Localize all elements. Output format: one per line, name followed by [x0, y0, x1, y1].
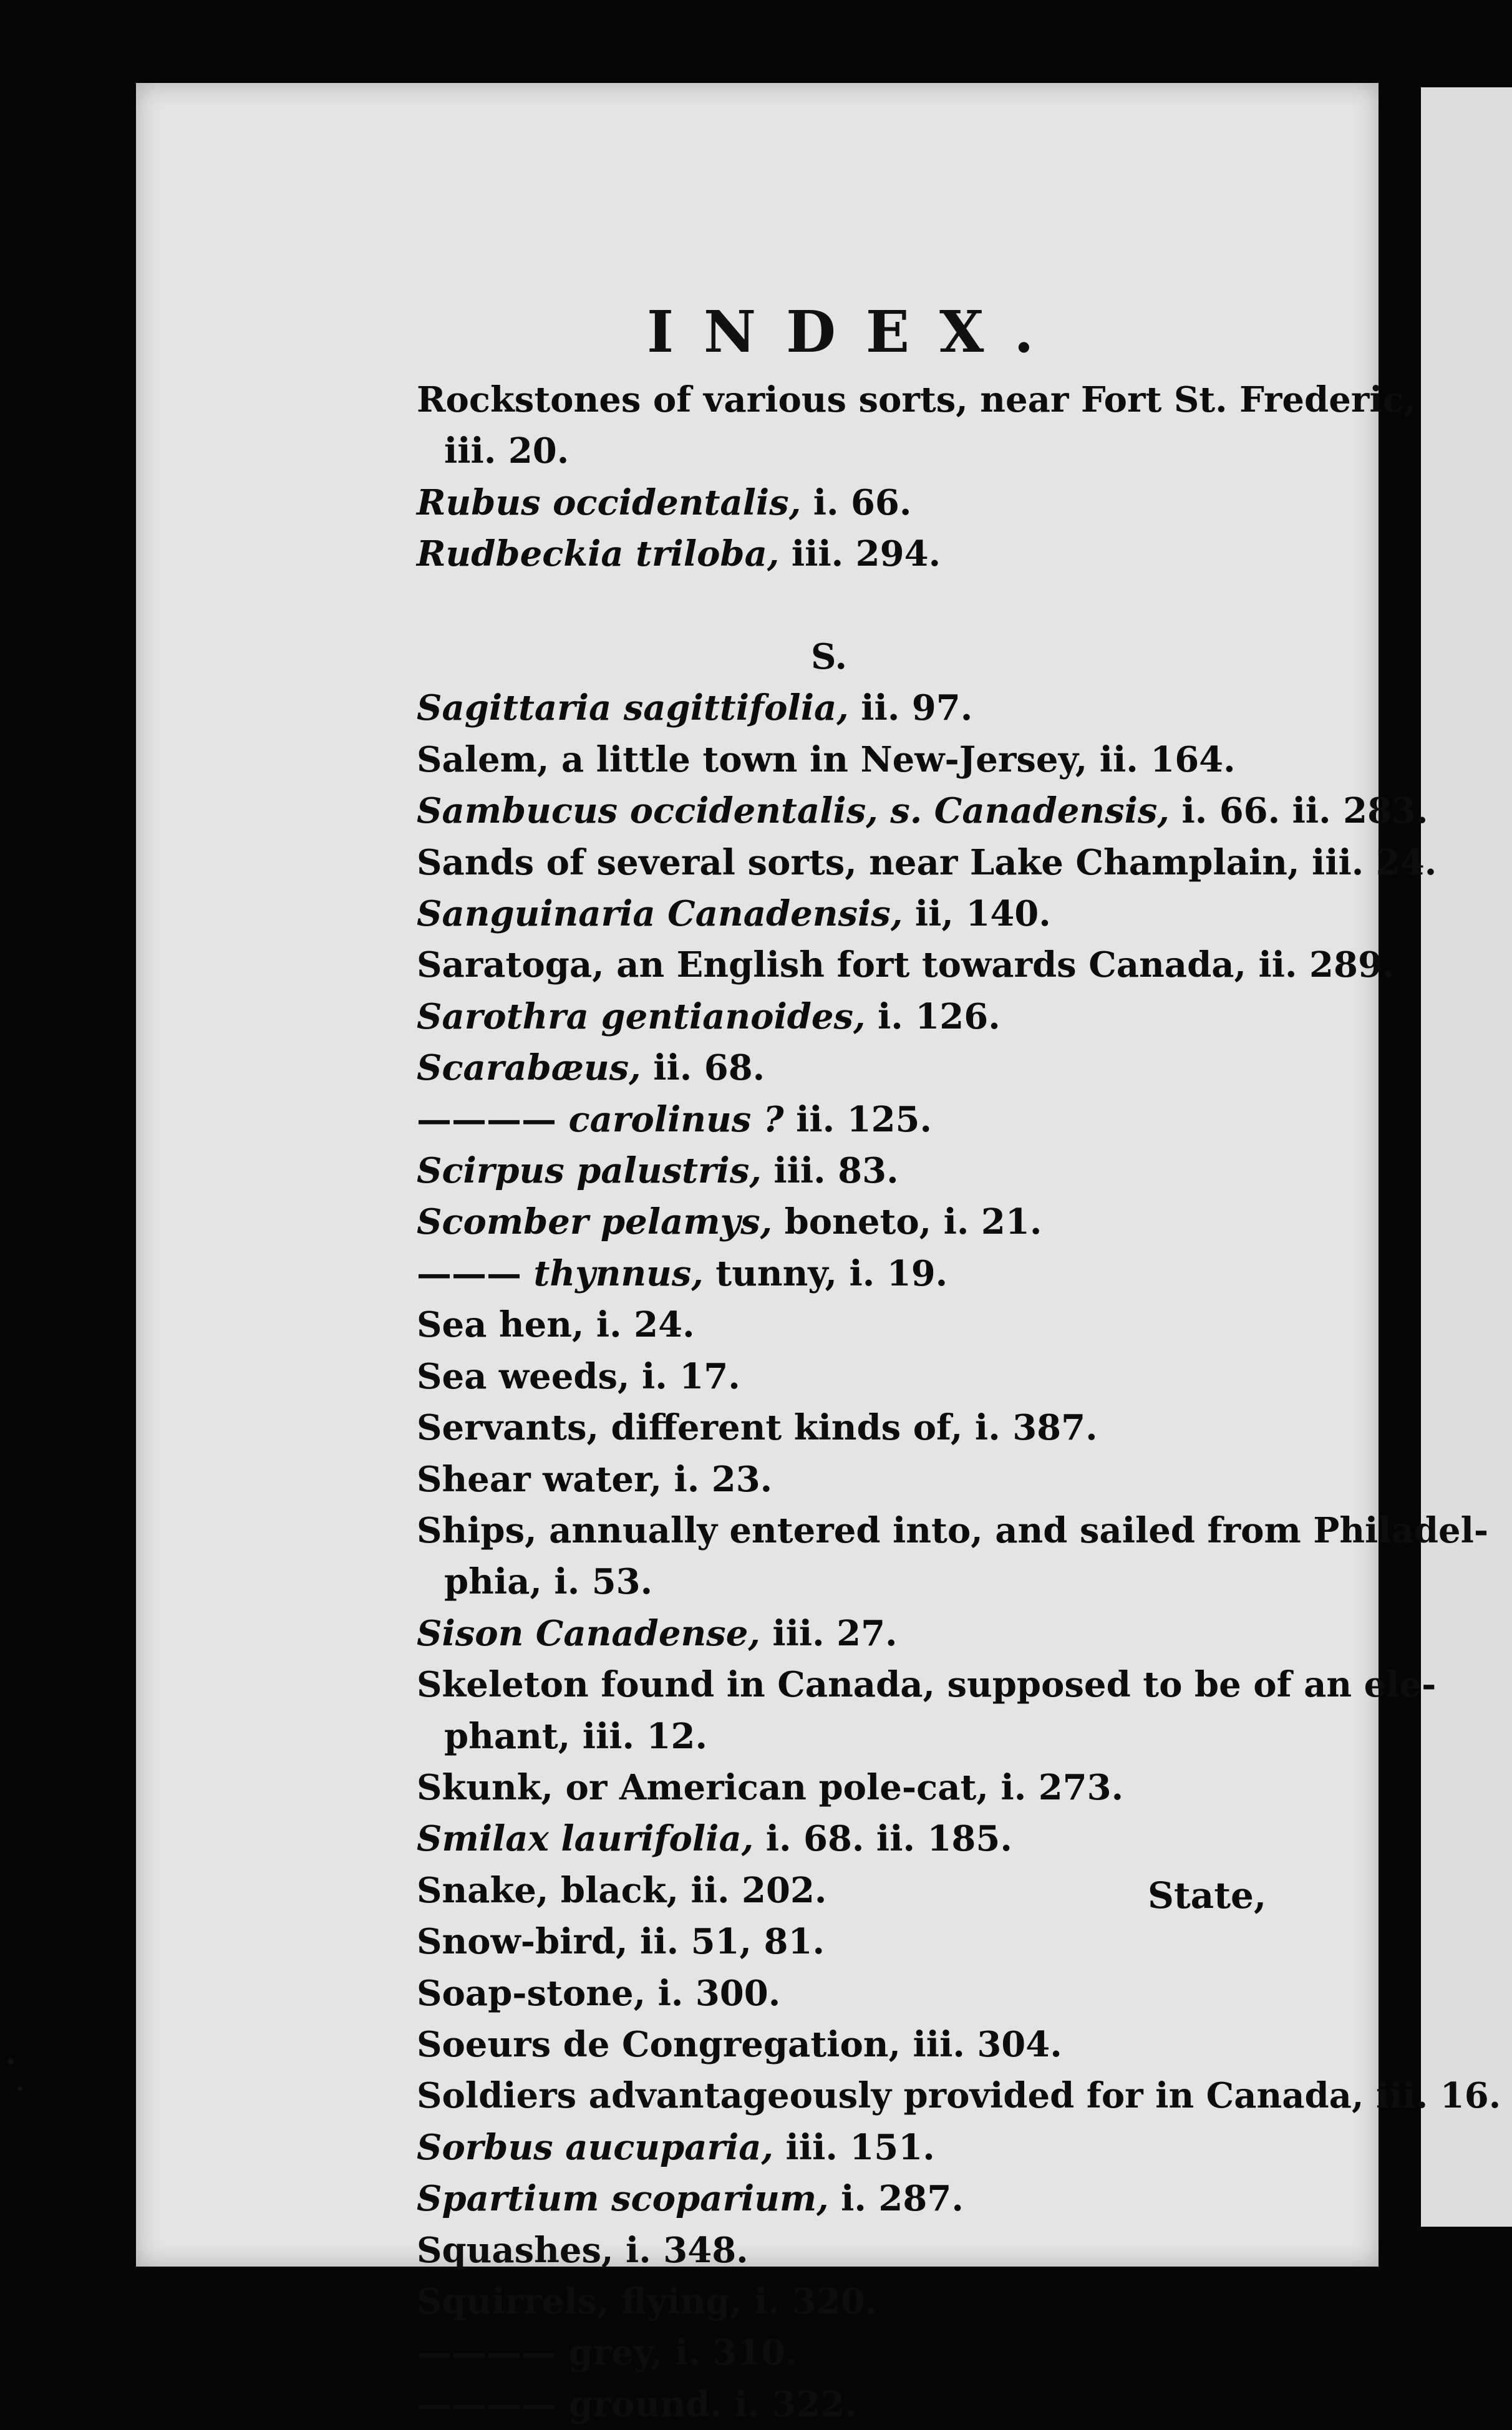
entry-term: Squirrels, flying,	[417, 2281, 742, 2323]
entry-reference: ii. 97.	[861, 687, 973, 729]
index-entry	[417, 2019, 1246, 2070]
entry-reference: i. 126.	[878, 995, 1001, 1037]
index-entry	[417, 1865, 1246, 1916]
ditto-dash: ————	[417, 2383, 556, 2425]
entry-term: Snake, black,	[417, 1869, 679, 1911]
entry-reference: ii. 164.	[1099, 738, 1236, 780]
entry-term: Scirpus palustris,	[417, 1150, 762, 1192]
index-entry	[417, 2225, 1246, 2276]
index-entry	[417, 477, 1246, 528]
index-entry-continuation	[417, 1556, 1246, 1607]
entry-term: Sarothra gentianoides,	[417, 995, 866, 1037]
scan-speck	[17, 2086, 22, 2091]
index-entry	[417, 991, 1246, 1042]
index-entry	[417, 2122, 1246, 2173]
entry-reference: i. 387.	[974, 1407, 1098, 1449]
entry-term: Snow-bird,	[417, 1921, 628, 1963]
entry-reference: i. 320.	[754, 2281, 878, 2323]
entry-reference: iii. 16.	[1375, 2075, 1501, 2117]
entry-term: carolinus ?	[568, 1098, 784, 1140]
index-entry	[417, 1916, 1246, 1967]
entry-reference: ii. 202.	[691, 1869, 827, 1911]
entry-term: Saratoga, an English fort towards Canada,	[417, 944, 1246, 986]
index-entry	[417, 888, 1246, 939]
index-entry-continuation	[417, 1711, 1246, 1762]
entry-reference: phant, iii. 12.	[444, 1715, 707, 1757]
entry-term: ground.	[568, 2383, 722, 2425]
index-entry	[417, 1505, 1489, 1556]
index-entry	[417, 2379, 1246, 2430]
index-entry	[417, 939, 1395, 990]
index-entry	[417, 528, 1246, 579]
entry-reference: i. 66. ii. 283.	[1181, 790, 1428, 832]
entry-reference: boneto, i. 21.	[784, 1201, 1042, 1243]
entry-term: Salem, a little town in New-Jersey,	[417, 738, 1088, 780]
entry-term: Sands of several sorts, near Lake Champlain,	[417, 841, 1300, 883]
index-entry	[417, 1762, 1246, 1813]
entry-term: Soldiers advantageously provided for in Canada,	[417, 2075, 1364, 2117]
scan-speck	[7, 2058, 14, 2065]
entry-term: Sagittaria sagittifolia,	[417, 687, 849, 729]
index-entry	[417, 1608, 1246, 1659]
index-entry	[417, 1659, 1437, 1710]
index-entry-continuation	[417, 425, 1246, 477]
entry-reference: iii. 304.	[913, 2023, 1062, 2065]
entry-term: Spartium scoparium,	[417, 2178, 829, 2220]
ditto-dash: ———	[417, 1252, 521, 1294]
index-entry	[417, 2173, 1246, 2224]
index-entry	[417, 1454, 1246, 1505]
entry-reference: ii, 140.	[914, 893, 1051, 935]
entry-term: Rudbeckia triloba,	[417, 533, 780, 575]
index-entry	[417, 1813, 1246, 1864]
entry-term: Sea hen,	[417, 1304, 584, 1346]
ditto-dash: ————	[417, 1098, 556, 1140]
index-entry	[417, 2070, 1501, 2121]
section-letter: S.	[811, 636, 847, 678]
entry-reference: iii. 27.	[772, 1612, 898, 1654]
entry-term: Smilax laurifolia,	[417, 1818, 754, 1860]
entry-term: Sea weeds,	[417, 1355, 630, 1397]
entry-reference: iii. 20.	[444, 430, 569, 472]
entry-reference: i. 66.	[813, 482, 912, 523]
entry-reference: phia, i. 53.	[444, 1561, 653, 1603]
index-entry	[417, 837, 1437, 888]
entry-term: Rockstones of various sorts, near Fort St. Frederic,	[417, 379, 1417, 420]
index-entry	[417, 1402, 1246, 1453]
entry-term: Skeleton found in Canada, supposed to be of an ele-	[417, 1664, 1437, 1706]
entry-term: grey,	[568, 2332, 663, 2374]
entry-term: Scomber pelamys,	[417, 1201, 773, 1243]
entry-reference: iii. 294.	[791, 533, 941, 575]
list-spacer	[417, 580, 1246, 631]
entry-reference: iii. 24.	[1311, 841, 1437, 883]
entry-reference: i. 68. ii. 185.	[765, 1818, 1012, 1860]
catchword: State,	[1148, 1874, 1267, 1917]
page-header: INDEX.	[647, 298, 1064, 365]
entry-reference: ii. 68.	[653, 1047, 765, 1089]
entry-reference: i. 287.	[841, 2178, 964, 2220]
entry-reference: ii. 51, 81.	[640, 1921, 825, 1963]
index-entry	[417, 374, 1417, 425]
index-entry	[417, 1299, 1246, 1350]
index-entry	[417, 682, 1246, 733]
index-entry	[417, 1042, 1246, 1093]
entry-term: Rubus occidentalis,	[417, 482, 802, 523]
index-entry	[417, 734, 1246, 785]
index-entry	[417, 1351, 1246, 1402]
entry-term: Squashes,	[417, 2229, 614, 2271]
entry-reference: i. 310.	[674, 2332, 798, 2374]
entry-term: Sanguinaria Canadensis,	[417, 893, 903, 935]
entry-term: Shear water,	[417, 1458, 662, 1500]
index-entry	[417, 2276, 1246, 2327]
index-entry-list	[417, 374, 1501, 2430]
adjacent-page-edge	[1421, 87, 1512, 2227]
entry-term: Soap-stone,	[417, 1972, 646, 2014]
ditto-dash: ————	[417, 2332, 556, 2374]
entry-reference: iii. 151.	[785, 2126, 935, 2168]
entry-term: Soeurs de Congregation,	[417, 2023, 901, 2065]
entry-reference: iii. 83.	[773, 1150, 899, 1192]
entry-term: Sorbus aucuparia,	[417, 2126, 774, 2168]
entry-term: Servants, different kinds of,	[417, 1407, 963, 1449]
entry-reference: i. 17.	[642, 1355, 740, 1397]
index-entry	[417, 1196, 1246, 1247]
entry-term: Sison Canadense,	[417, 1612, 760, 1654]
index-entry	[417, 2327, 1246, 2378]
entry-reference: i. 322.	[734, 2383, 857, 2425]
entry-reference: ii. 125.	[796, 1098, 932, 1140]
index-entry	[417, 1145, 1246, 1196]
entry-reference: i. 348.	[626, 2229, 749, 2271]
entry-reference: i. 300.	[657, 1972, 781, 2014]
entry-term: Scarabæus,	[417, 1047, 641, 1089]
entry-reference: ii. 289.	[1258, 944, 1395, 986]
entry-reference: i. 24.	[596, 1304, 695, 1346]
entry-reference: i. 273.	[1001, 1766, 1124, 1808]
index-entry	[417, 1968, 1246, 2019]
entry-reference: tunny, i. 19.	[715, 1252, 948, 1294]
entry-term: Ships, annually entered into, and sailed from Philadel-	[417, 1509, 1489, 1551]
entry-reference: i. 23.	[674, 1458, 773, 1500]
entry-term: Skunk, or American pole-cat,	[417, 1766, 989, 1808]
entry-term: thynnus,	[533, 1252, 704, 1294]
index-entry	[417, 785, 1428, 836]
index-entry	[417, 1094, 1246, 1145]
index-entry	[417, 1248, 1246, 1299]
entry-term: Sambucus occidentalis, s. Canadensis,	[417, 790, 1170, 832]
